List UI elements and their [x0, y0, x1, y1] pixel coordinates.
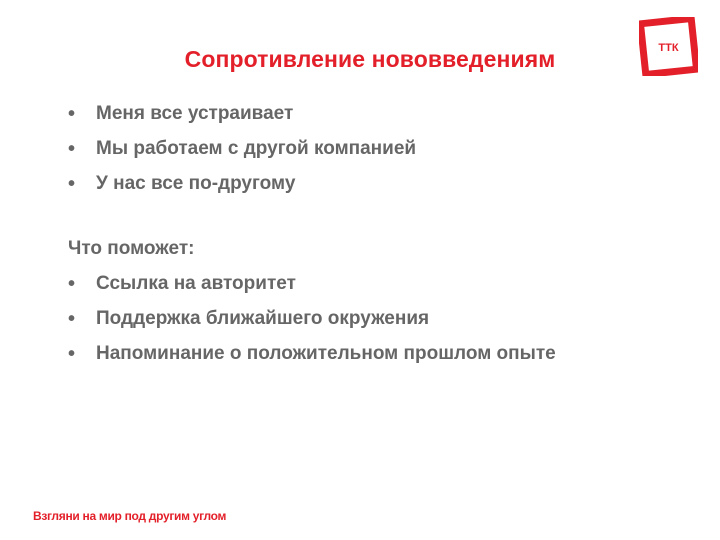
- list-item: [68, 172, 668, 196]
- list-item: [68, 137, 668, 161]
- bullet-icon: •: [68, 273, 76, 295]
- footer-slogan: Взгляни на мир под другим углом: [33, 509, 227, 523]
- ttk-logo: [639, 17, 698, 76]
- bullet-icon: •: [68, 308, 76, 330]
- spacer: [68, 207, 668, 237]
- bullet-icon: •: [68, 173, 76, 195]
- bullet-text: Ссылка на авторитет: [96, 273, 296, 294]
- section-label: Что поможет:: [68, 238, 195, 259]
- bullet-text: У нас все по-другому: [96, 173, 296, 194]
- ttk-logo-text: ТТК: [658, 42, 679, 54]
- slide-title: Сопротивление нововведениям: [184, 46, 556, 72]
- list-item: [68, 272, 668, 296]
- bullet-list-solutions: [68, 272, 668, 366]
- bullet-icon: •: [68, 138, 76, 160]
- list-item: [68, 102, 668, 126]
- slide-body: [68, 102, 668, 377]
- list-item: [68, 307, 668, 331]
- list-item: [68, 342, 668, 366]
- bullet-icon: •: [68, 103, 76, 125]
- bullet-text: Мы работаем с другой компанией: [96, 138, 417, 159]
- bullet-icon: •: [68, 343, 76, 365]
- bullet-text: Напоминание о положительном прошлом опыте: [96, 343, 556, 364]
- bullet-list-problems: [68, 102, 668, 196]
- ttk-logo-graphic: [639, 17, 698, 76]
- bullet-text: Меня все устраивает: [96, 103, 294, 124]
- bullet-text: Поддержка ближайшего окружения: [96, 308, 430, 329]
